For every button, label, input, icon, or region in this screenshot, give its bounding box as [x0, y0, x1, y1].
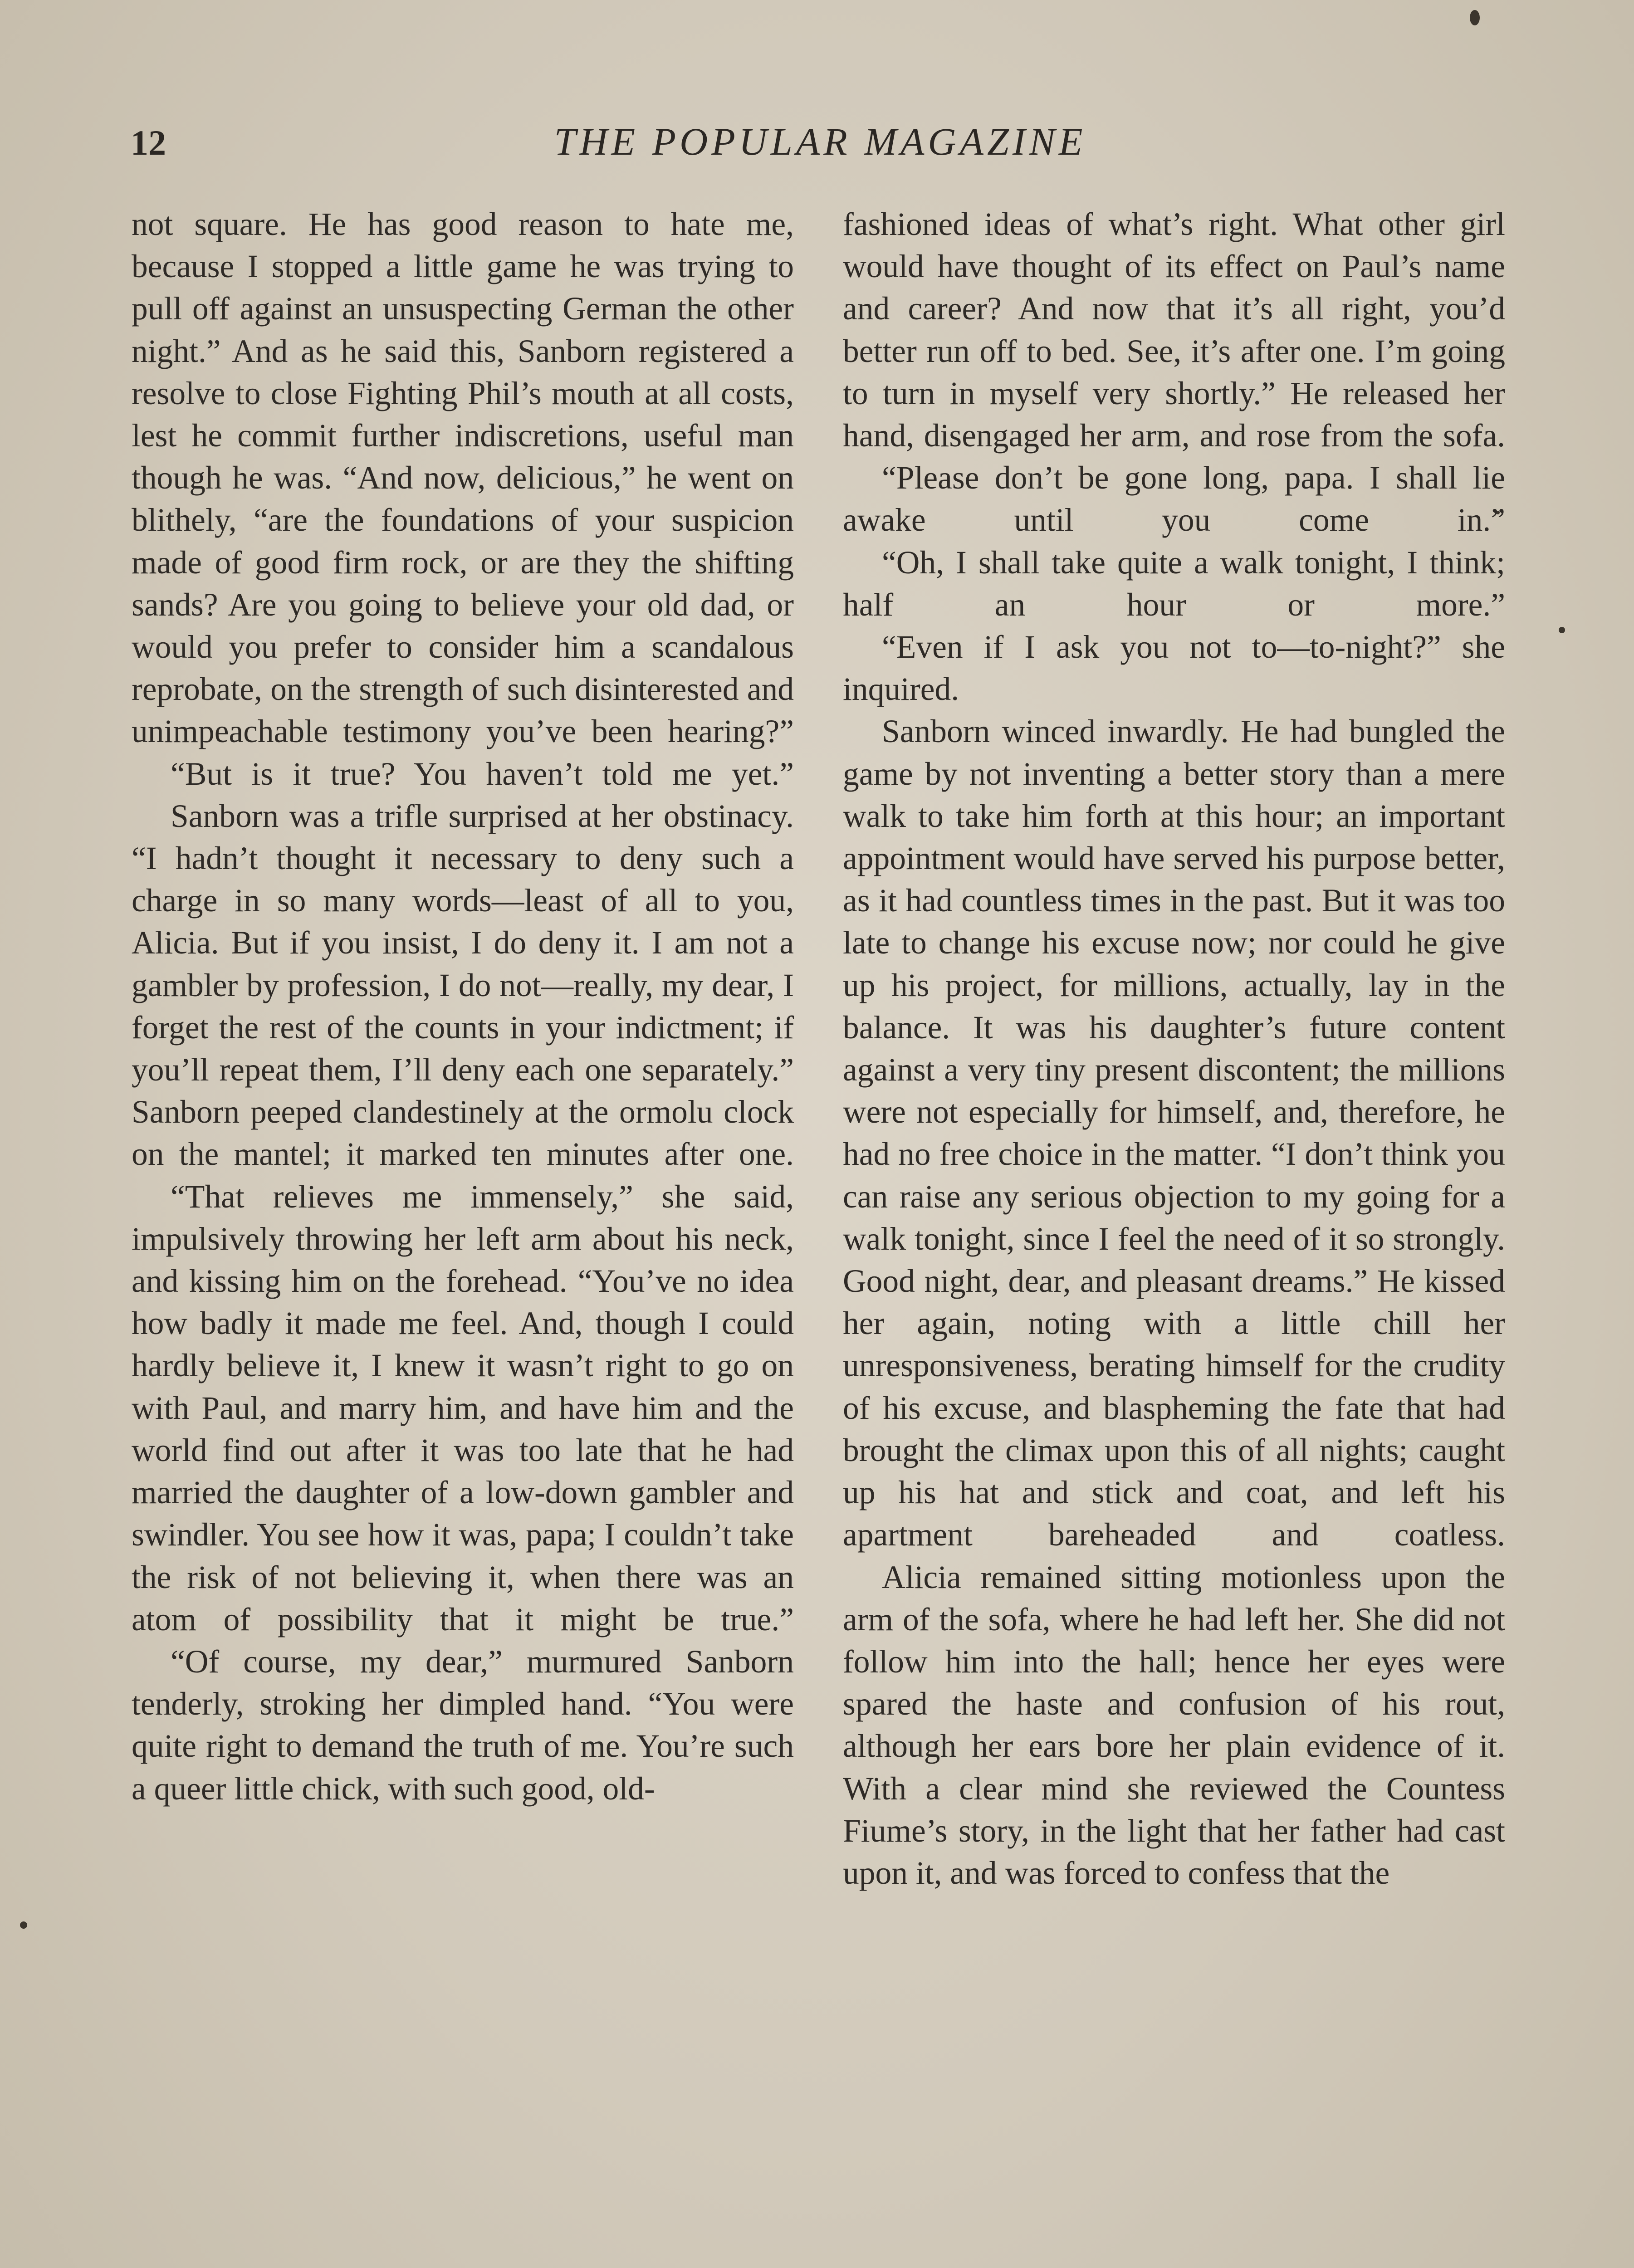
right-column	[843, 203, 1505, 1894]
page-header	[131, 119, 1510, 173]
ink-speck	[20, 1921, 27, 1929]
page-number: 12	[131, 123, 166, 162]
paragraph: Sanborn winced inwardly. He had bungled the game by not inventing a better story than a mere walk to take him forth at this hour; an important appointment would have served his purpose better, as it had countless times in the past. But it was too late to change his excuse now; nor could he give up his project, for millions, actually, lay in the balance. It was his daughter’s future content against a very tiny present discontent; the millions were not especially for himself, and, therefore, he had no free choice in the matter. “I don’t think you can raise any serious objection to my going for a walk tonight, since I feel the need of it so strongly. Good night, dear, and pleasant dreams.” He kissed her again, noting with a little chill her unresponsiveness, berating himself for the crudity of his excuse, and blaspheming the fate that had brought the climax upon this of all nights; caught up his hat and stick and coat, and left his apartment bareheaded and coatless.	[843, 714, 1505, 1553]
paragraph: “Please don’t be gone long, papa. I shall lie awake until you come in.”	[843, 460, 1505, 538]
paragraph: “Oh, I shall take quite a walk tonight, I think; half an hour or more.”	[843, 544, 1505, 623]
paragraph: “But is it true? You haven’t told me yet.”	[171, 756, 794, 792]
paragraph: Sanborn was a trifle surprised at her obstinacy. “I hadn’t thought it necessary to deny such a charge in so many words—least of all to you, Alicia. But if you insist, I do deny it. I am not a gambler by profession, I do not—really, my dear, I forget the rest of the counts in your indictment; if you’ll repeat them, I’ll deny each one separately.” Sanborn peeped clandestinely at the ormolu clock on the mantel; it marked ten minutes after one.	[132, 798, 794, 1173]
paragraph: not square. He has good reason to hate me, because I stopped a little game he was trying to pull off against an unsuspecting German the other night.” And as he said this, Sanborn registered a resolve to close Fighting Phil’s mouth at all costs, lest he commit further indiscretions, useful man though he was. “And now, delicious,” he went on blithely, “are the foundations of your suspicion made of good firm rock, or are they the shifting sands? Are you going to believe your old dad, or would you prefer to consider him a scandalous reprobate, on the strength of such disinterested and unimpeachable testimony you’ve been hearing?”	[132, 206, 794, 750]
paragraph: Alicia remained sitting motionless upon the arm of the sofa, where he had left her. She did not follow him into the hall; hence her eyes were spared the haste and confusion of his rout, although her ears bore her plain evidence of it. With a clear mind she reviewed the Countess Fiume’s story, in the light that her father had cast upon it, and was forced to confess that the	[843, 1559, 1505, 1891]
left-column	[132, 203, 794, 1810]
paragraph: fashioned ideas of what’s right. What other girl would have thought of its effect on Paul’s name and career? And now that it’s all right, you’d better run off to bed. See, it’s after one. I’m going to turn in myself very shortly.” He released her hand, disengaged her arm, and rose from the sofa.	[843, 206, 1505, 454]
paragraph: “That relieves me immensely,” she said, impulsively throwing her left arm about his neck, and kissing him on the forehead. “You’ve no idea how badly it made me feel. And, though I could hardly believe it, I knew it wasn’t right to go on with Paul, and marry him, and have him and the world find out after it was too late that he had married the daughter of a low-down gambler and swindler. You see how it was, papa; I couldn’t take the risk of not believing it, when there was an atom of possibility that it might be true.”	[132, 1178, 794, 1637]
paragraph: “Of course, my dear,” murmured Sanborn tenderly, stroking her dimpled hand. “You were quite right to demand the truth of me. You’re such a queer little chick, with such good, old-	[132, 1643, 794, 1807]
paragraph: “Even if I ask you not to—to-night?” she inquired.	[843, 629, 1505, 708]
ink-speck	[1559, 627, 1565, 633]
running-title: THE POPULAR MAGAZINE	[554, 120, 1086, 163]
ink-speck	[1470, 10, 1480, 25]
